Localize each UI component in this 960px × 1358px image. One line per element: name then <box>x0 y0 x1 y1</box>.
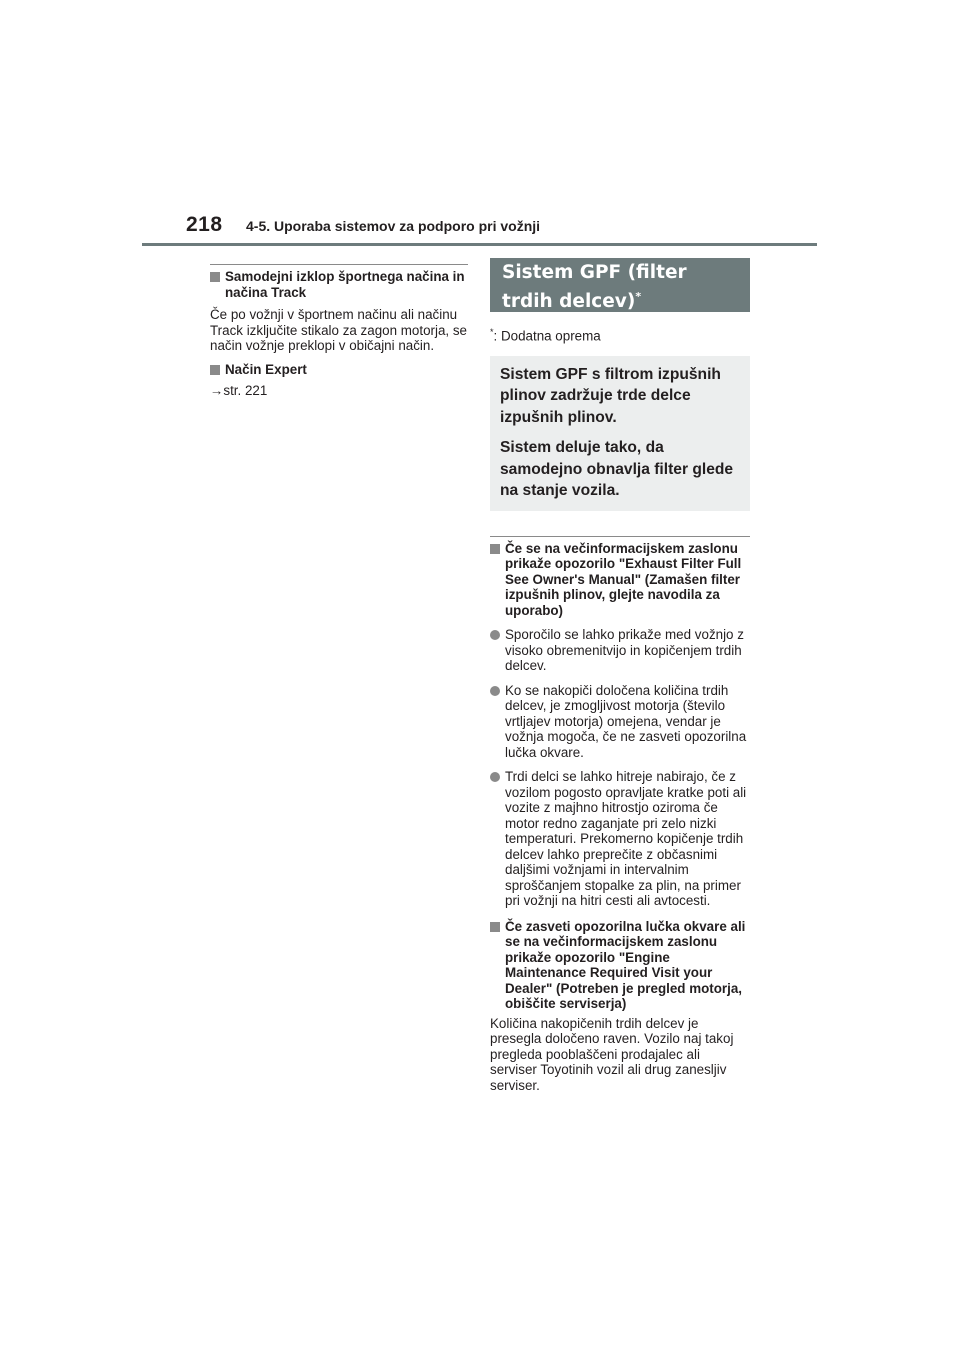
bullet-text: Sporočilo se lahko prikaže med vožnjo z visoko obremenitvijo in kopičenjem trdih delcev. <box>505 627 744 674</box>
subsection-heading-sport-mode <box>210 264 468 300</box>
square-bullet-icon <box>210 272 220 282</box>
round-bullet-icon <box>490 772 500 782</box>
footnote-text: : Dodatna oprema <box>493 328 601 344</box>
square-bullet-icon <box>490 544 500 554</box>
bullet-item <box>490 769 750 909</box>
summary-paragraph: Sistem deluje tako, da samodejno obnavlja filter glede na stanje vozila. <box>500 439 734 500</box>
round-bullet-icon <box>490 686 500 696</box>
subsection-heading-text: Samodejni izklop športnega načina in načina Track <box>225 269 465 300</box>
summary-paragraph: Sistem GPF s filtrom izpušnih plinov zadržuje trde delce izpušnih plinov. <box>500 365 721 426</box>
summary-box <box>490 356 750 511</box>
bullet-text: Trdi delci se lahko hitreje nabirajo, če z vozilom pogosto opravljate kratke poti ali vozite z majhno hitrostjo oziroma če motor redno zaganjate pri zelo nizki temperaturi. Prekomerno kopičenje trdih delcev lahko preprečite z občasnimi daljšimi vožnjami in intervalnim sproščanjem stopalke za plin, na primer pri vožnji na hitri cesti ali avtocesti. <box>505 769 747 909</box>
section-title: Sistem GPF (filter trdih delcev) <box>502 262 687 313</box>
square-bullet-icon <box>490 922 500 932</box>
subsection-heading-engine-maintenance <box>490 919 750 1012</box>
footnote <box>490 325 750 344</box>
optional-equipment-mark: * <box>635 290 642 303</box>
subsection-heading-text: Način Expert <box>225 361 307 377</box>
bullet-text: Ko se nakopiči določena količina trdih delcev, je zmogljivost motorja (število vrtljajev motorja) omejena, vendar je vožnja mogoča, če ne zasveti opozorilna lučka okvare. <box>505 682 747 760</box>
arrow-right-icon: → <box>210 383 224 398</box>
left-column <box>210 264 468 399</box>
paragraph: Če po vožnji v športnem načinu ali načinu Track izključite stikalo za zagon motorja, se način vožnje preklopi v običajni način. <box>210 307 467 353</box>
subsection-heading-text: Če se na večinformacijskem zaslonu prikaže opozorilo "Exhaust Filter Full See Owner's Manual" (Zamašen filter izpušnih plinov, glejte navodila za uporabo) <box>505 540 742 618</box>
header-divider <box>142 243 817 246</box>
subsection-heading-expert-mode <box>210 362 468 378</box>
footnote-mark: * <box>490 327 494 337</box>
square-bullet-icon <box>210 365 220 375</box>
round-bullet-icon <box>490 630 500 640</box>
page-number: 218 <box>186 213 223 236</box>
subsection-heading-exhaust-filter-full <box>490 536 750 619</box>
section-title-banner <box>490 258 750 312</box>
subsection-heading-text: Če zasveti opozorilna lučka okvare ali se na večinformacijskem zaslonu prikaže opozorilo "Engine Maintenance Required Visit your Dealer" (Potreben je pregled motorja, obiščite serviserja) <box>505 918 746 1012</box>
right-column <box>490 258 750 1101</box>
chapter-title: 4-5. Uporaba sistemov za podporo pri vožnji <box>246 218 541 234</box>
bullet-item <box>490 683 750 761</box>
page-reference <box>210 383 468 399</box>
bullet-item <box>490 627 750 674</box>
paragraph: Količina nakopičenih trdih delcev je presegla določeno raven. Vozilo naj takoj pregleda pooblaščeni prodajalec ali serviser Toyotinih vozil ali drug zanesljiv serviser. <box>490 1015 734 1093</box>
page-reference-link[interactable]: str. 221 <box>223 383 268 398</box>
